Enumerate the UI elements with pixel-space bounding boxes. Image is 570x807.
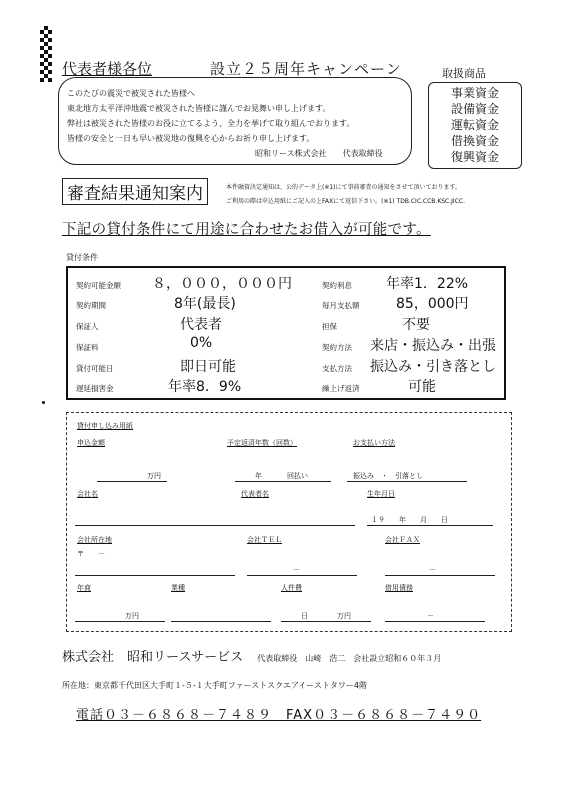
annual-sales-label: 年商 — [77, 584, 91, 592]
term-label: 契約利息 — [322, 281, 352, 290]
phone-fax[interactable]: 電話０３－６８６８－７４８９ FAX０３－６８６８－７４９０ — [76, 708, 482, 723]
company-tel-label: 会社ＴＥＬ — [247, 536, 282, 544]
term-label: 保証人 — [76, 322, 99, 331]
payment-options: 振込み ・ 引落とし — [353, 472, 423, 480]
day-unit: 日 — [301, 612, 308, 620]
term-value: 85，000円 — [396, 296, 469, 312]
industry-label: 業種 — [171, 584, 185, 592]
term-value: 可能 — [408, 379, 436, 395]
debt-input[interactable] — [385, 621, 485, 622]
year-unit: 年 — [255, 472, 262, 480]
term-value: 代表者 — [180, 317, 222, 333]
birthdate-value: １９ 年 月 日 — [371, 516, 448, 524]
checker-pattern — [40, 26, 52, 82]
term-label: 毎月支払額 — [322, 301, 360, 310]
industry-input[interactable] — [171, 621, 271, 622]
company-fax-input[interactable] — [385, 575, 495, 576]
payment-method-label: お支払い方法 — [353, 439, 395, 447]
term-value: 即日可能 — [180, 359, 236, 375]
repayment-count-input[interactable] — [235, 481, 331, 482]
representative-label: 代表者名 — [241, 490, 269, 498]
debt-label: 借用債務 — [385, 584, 413, 592]
terms-title: 貸付条件 — [66, 253, 98, 262]
amount-label: 申込金額 — [77, 439, 105, 447]
message-line: このたびの震災で被災された皆様へ — [67, 89, 195, 98]
fax-dash: － — [429, 566, 436, 574]
term-value: 年率8．9% — [168, 379, 242, 395]
term-label: 契約期間 — [76, 301, 106, 310]
product-item: 復興資金 — [450, 150, 499, 164]
term-value: 不要 — [402, 317, 430, 333]
products-title: 取扱商品 — [442, 67, 486, 80]
term-value: 振込み・引き落とし — [370, 359, 496, 375]
sales-unit: 万円 — [125, 612, 139, 620]
form-title: 貸付申し込み用紙 — [77, 422, 133, 430]
term-label: 支払方法 — [322, 364, 352, 373]
payment-method-input[interactable] — [347, 481, 467, 482]
message-line: 東北地方太平洋沖地震で被災された皆様に謹んでお見舞い申し上げます。 — [67, 104, 331, 113]
condolence-message-box — [58, 77, 412, 165]
headline: 下記の貸付条件にて用途に合わせたお借入が可能です。 — [62, 222, 431, 238]
labor-cost-label: 人件費 — [281, 584, 302, 592]
term-label: 繰上げ返済 — [322, 384, 360, 393]
company-rep-info: 代表取締役 山崎 浩二 会社設立昭和６０年３月 — [257, 654, 442, 663]
review-note-1: 本件融資決定通知は、公的データ上(※1)にて事前審査の通知をさせて頂いております。 — [226, 184, 462, 191]
products-list — [428, 82, 522, 169]
company-fax-label: 会社ＦＡＸ — [385, 536, 420, 544]
review-note-2: ご利用の際は申込用紙にご記入の上FAXにて返信下さい。(※1) TDB.CIC.CCB.KSC.JICC. — [226, 198, 465, 205]
installment-unit: 回払い — [287, 472, 308, 480]
term-label: 保証料 — [76, 343, 99, 352]
company-address-label: 会社所在地 — [77, 536, 112, 544]
term-value: 8年(最長) — [174, 296, 236, 312]
loan-terms-box — [66, 266, 506, 400]
annual-sales-input[interactable] — [75, 621, 165, 622]
term-label: 契約方法 — [322, 343, 352, 352]
scan-dot — [42, 401, 45, 404]
term-value: 来店・振込み・出張 — [370, 338, 496, 354]
debt-dash: － — [427, 612, 434, 620]
birthdate-input[interactable] — [367, 525, 493, 526]
message-line: 皆様の安全と一日も早い被災地の復興を心からお祈り申し上げます。 — [67, 134, 315, 143]
tel-dash: － — [293, 566, 300, 574]
product-item: 事業資金 — [450, 86, 499, 100]
message-line: 弊社は被災された皆様のお役に立てるよう、全力を挙げて取り組んでおります。 — [67, 119, 355, 128]
labor-cost-input[interactable] — [281, 621, 371, 622]
repayment-count-label: 予定返済年数（回数） — [227, 439, 297, 447]
term-value: 年率1．22% — [386, 276, 469, 292]
birthdate-label: 生年月日 — [367, 490, 395, 498]
term-label: 貸付可能日 — [76, 364, 114, 373]
amount-input[interactable] — [97, 481, 167, 482]
campaign-title: 設立２５周年キャンペーン — [210, 60, 402, 78]
cost-unit: 万円 — [337, 612, 351, 620]
addressee: 代表者様各位 — [62, 60, 153, 78]
term-label: 契約可能金額 — [76, 281, 121, 290]
company-line — [62, 646, 441, 665]
application-form — [66, 412, 512, 632]
company-name-input[interactable] — [75, 525, 355, 526]
product-item: 借換資金 — [450, 134, 499, 148]
term-label: 遅延損害金 — [76, 384, 114, 393]
product-item: 運転資金 — [450, 118, 499, 132]
term-value: 0% — [190, 335, 213, 351]
term-value: ８，０００，０００円 — [152, 276, 292, 292]
message-signature: 昭和リース株式会社 代表取締役 — [255, 149, 383, 158]
company-address: 所在地：東京都千代田区大手町１-５-１大手町ファーストスクエアイーストタワー4階 — [62, 681, 367, 690]
company-tel-input[interactable] — [247, 575, 357, 576]
company-name: 株式会社 昭和リースサービス — [62, 650, 244, 665]
postal-mark: 〒 － — [77, 550, 105, 558]
term-label: 担保 — [322, 322, 337, 331]
company-address-input[interactable] — [75, 575, 235, 576]
amount-unit: 万円 — [147, 472, 161, 480]
company-name-label: 会社名 — [77, 490, 98, 498]
review-title: 審査結果通知案内 — [62, 178, 208, 205]
product-item: 設備資金 — [450, 102, 499, 116]
